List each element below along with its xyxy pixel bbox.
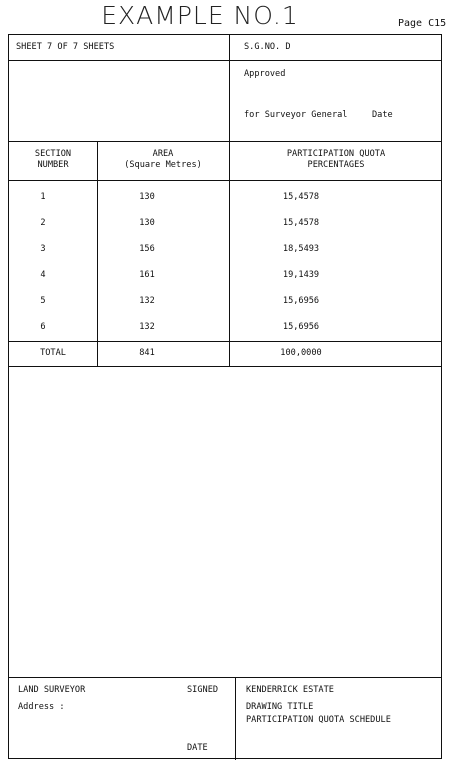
address-label: Address : [18,702,65,712]
quota-cell: 19,1439 [282,270,320,280]
column-divider [235,677,236,760]
section-header-line1: SECTION [34,149,72,159]
approval-date-label: Date [372,110,393,120]
area-header-line2: (Square Metres) [124,160,202,170]
total-label: TOTAL [40,348,66,358]
quota-cell: 15,6956 [282,296,320,306]
quota-cell: 15,6956 [282,322,320,332]
signed-label: SIGNED [187,685,219,695]
section-cell: 5 [40,296,46,306]
section-cell: 1 [40,192,46,202]
section-header-line2: NUMBER [37,160,69,170]
rule-line [9,60,441,61]
quota-cell: 18,5493 [282,244,320,254]
form-sheet [8,34,442,759]
area-cell: 132 [139,296,155,306]
document-title: EXAMPLE NO.1 [101,1,299,30]
sheet-count: SHEET 7 OF 7 SHEETS [16,42,115,52]
page-reference: Page C15 [398,18,447,29]
rule-line [9,366,441,367]
quota-header-line1: PARTICIPATION QUOTA [286,149,386,159]
rule-line [9,141,441,142]
total-quota: 100,0000 [280,348,322,358]
area-cell: 156 [139,244,155,254]
sg-number: S.G.NO. D [244,42,291,52]
footer-date-label: DATE [187,743,208,753]
approved-label: Approved [244,69,286,79]
area-header-line1: AREA [152,149,174,159]
area-cell: 130 [139,192,155,202]
section-header [9,149,97,171]
section-cell: 2 [40,218,46,228]
area-cell: 161 [139,270,155,280]
total-area: 841 [139,348,155,358]
rule-line [9,341,441,342]
area-cell: 132 [139,322,155,332]
area-header [97,149,229,171]
section-cell: 6 [40,322,46,332]
surveyor-general-label: for Surveyor General [244,110,348,120]
rule-line [9,677,441,678]
quota-header [229,149,443,171]
land-surveyor-label: LAND SURVEYOR [18,685,86,695]
quota-header-line2: PERCENTAGES [307,160,365,170]
quota-cell: 15,4578 [282,192,320,202]
drawing-title-label: DRAWING TITLE [246,702,314,712]
section-cell: 3 [40,244,46,254]
estate-name: KENDERRICK ESTATE [246,685,334,695]
area-cell: 130 [139,218,155,228]
section-cell: 4 [40,270,46,280]
quota-cell: 15,4578 [282,218,320,228]
drawing-title: PARTICIPATION QUOTA SCHEDULE [246,715,391,725]
rule-line [9,180,441,181]
